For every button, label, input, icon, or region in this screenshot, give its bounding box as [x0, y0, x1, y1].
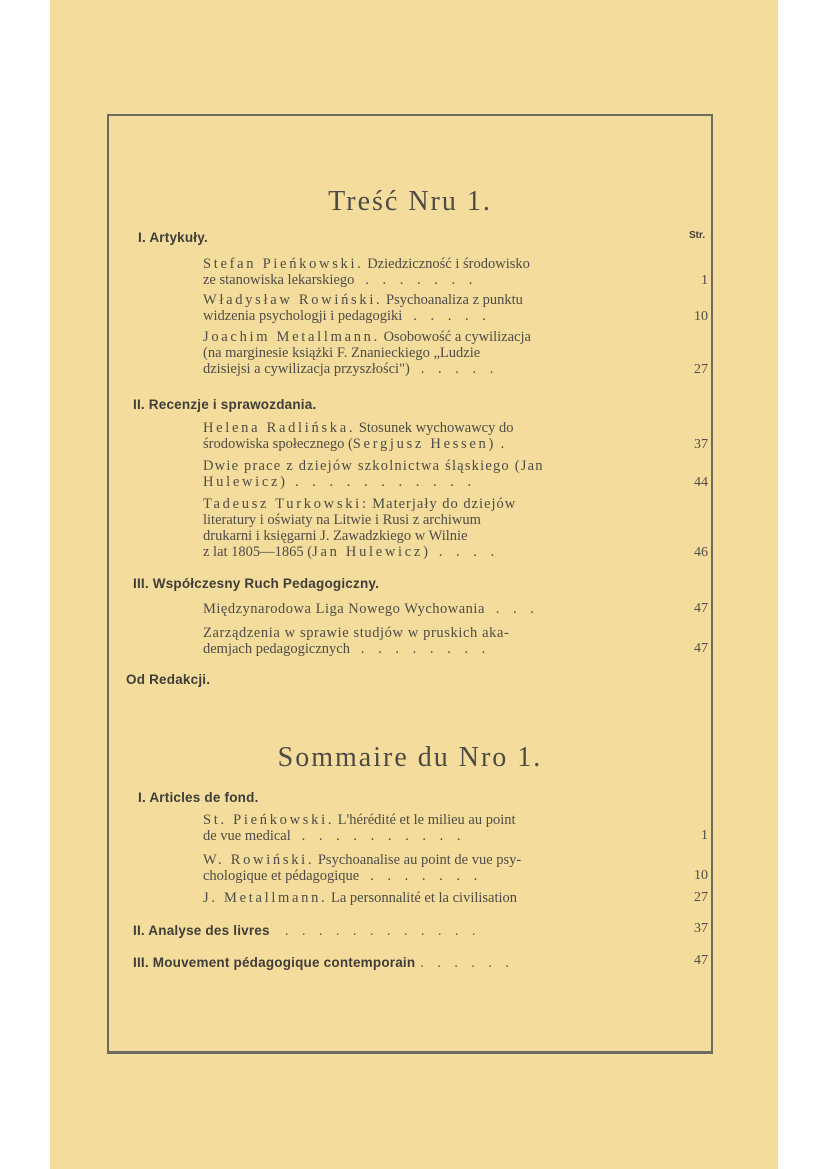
entry-title-line: (na marginesie książki F. Znanieckiego „Ludzie [203, 345, 481, 361]
toc-entry [203, 420, 513, 452]
dot-leader: . . . . . . . . . . . [294, 474, 477, 490]
entry-author: W. Rowiński. [203, 852, 315, 868]
entry-title-line: literatury i oświaty na Litwie i Rusi z archiwum [203, 512, 481, 528]
entry-title-line: de vue medical [203, 828, 291, 844]
entry-title-line: demjach pedagogicznych [203, 641, 350, 657]
dot-leader: . . . . . . . . . . . . [285, 924, 481, 939]
dot-leader: . . . . . [413, 308, 491, 324]
entry-title-line: Dziedziczność i środowisko [367, 256, 530, 272]
toc-entry [203, 625, 509, 657]
page-number: 1 [701, 828, 708, 843]
dot-leader: . . . [495, 601, 539, 617]
entry-title-line: chologique et pédagogique [203, 868, 360, 884]
entry-title-line: Materjały do dziejów [372, 496, 517, 512]
section-heading: Od Redakcji. [126, 672, 211, 687]
entry-title-line: z lat 1805—1865 ( [203, 544, 313, 560]
entry-title-line: Dwie prace z dziejów szkolnictwa śląskiego (Jan [203, 458, 544, 474]
page-number: 10 [694, 868, 708, 883]
section-heading: II. Analyse des livres [133, 923, 270, 938]
toc-entry [203, 256, 530, 288]
entry-title-line: drukarni i księgarni J. Zawadzkiego w Wilnie [203, 528, 468, 544]
entry-title-line: widzenia psychologji i pedagogiki [203, 308, 403, 324]
section-heading: I. Articles de fond. [138, 790, 259, 805]
page-title: Treść Nru 1. [328, 186, 492, 217]
entry-title-line: dzisiejsi a cywilizacja przyszłości") [203, 361, 410, 377]
page-number: 46 [694, 545, 708, 560]
page-number: 44 [694, 475, 708, 490]
toc-entry [203, 458, 544, 490]
dot-leader: . . . . . . [420, 956, 514, 971]
toc-entry [203, 292, 523, 324]
entry-author: Władysław Rowiński. [203, 292, 383, 308]
entry-title-line: Psychoanalise au point de vue psy- [317, 852, 522, 868]
entry-title-line: La personnalité et la civilisation [331, 890, 518, 906]
toc-entry [203, 601, 539, 617]
section-heading: I. Artykuły. [138, 230, 208, 245]
toc-entry [133, 920, 481, 940]
entry-title-line: Hulewicz) [203, 474, 288, 490]
entry-title-line: ze stanowiska lekarskiego [203, 272, 355, 288]
entry-author: Tadeusz Turkowski: [203, 496, 369, 512]
page-number: 37 [694, 437, 708, 452]
entry-title-line: Stosunek wychowawcy do [358, 420, 514, 436]
page-number: 27 [694, 362, 708, 377]
page-title: Sommaire du Nro 1. [277, 742, 543, 773]
reviewer-name: Jan Hulewicz [312, 544, 424, 560]
dot-leader: . . . . [438, 544, 500, 560]
page-number: 27 [694, 890, 708, 905]
dot-leader: . . . . . . . . [360, 641, 491, 657]
entry-title-line: Zarządzenia w sprawie studjów w pruskich aka- [203, 625, 510, 641]
page-number: 37 [694, 921, 708, 936]
toc-entry [203, 329, 531, 377]
reviewer-name: Sergjusz Hessen [352, 436, 489, 452]
dot-leader: . . . . . . . . . . [301, 828, 466, 844]
page-number: 10 [694, 309, 708, 324]
section-heading: III. Współczesny Ruch Pedagogiczny. [133, 576, 380, 591]
entry-title-line: ) [423, 544, 428, 560]
section-heading: II. Recenzje i sprawozdania. [133, 397, 317, 412]
book-page [50, 0, 778, 1169]
page-number: 47 [694, 641, 708, 656]
entry-author: J. Metallmann. [203, 890, 328, 906]
section-heading: III. Mouvement pédagogique contemporain [133, 955, 416, 970]
toc-entry [203, 890, 517, 906]
toc-entry [203, 496, 516, 560]
toc-entry [203, 812, 516, 844]
entry-author: Stefan Pieńkowski. [203, 256, 364, 272]
page-number: 1 [701, 273, 708, 288]
toc-entry [133, 952, 514, 972]
entry-title-line: ) [488, 436, 494, 452]
page-number: 47 [694, 953, 708, 968]
page-column-label: Str. [689, 230, 706, 241]
entry-title-line: Psychoanaliza z punktu [386, 292, 523, 308]
page-number: 47 [694, 601, 708, 616]
entry-author: Joachim Metallmann. [203, 329, 380, 345]
toc-entry [203, 852, 521, 884]
entry-author: Helena Radlińska. [203, 420, 356, 436]
entry-title-line: Międzynarodowa Liga Nowego Wychowania [203, 601, 485, 617]
dot-leader: . . . . . . . [370, 868, 483, 884]
entry-title-line: Osobowość a cywilizacja [383, 329, 531, 345]
dot-leader: . . . . . [420, 361, 499, 377]
dot-leader: . . . . . . . [365, 272, 478, 288]
entry-author: St. Pieńkowski. [203, 812, 335, 828]
contents-frame [107, 114, 713, 1054]
entry-title-line: L'hérédité et le milieu au point [337, 812, 516, 828]
dot-leader: . [500, 436, 505, 452]
entry-title-line: środowiska społecznego ( [203, 436, 353, 452]
